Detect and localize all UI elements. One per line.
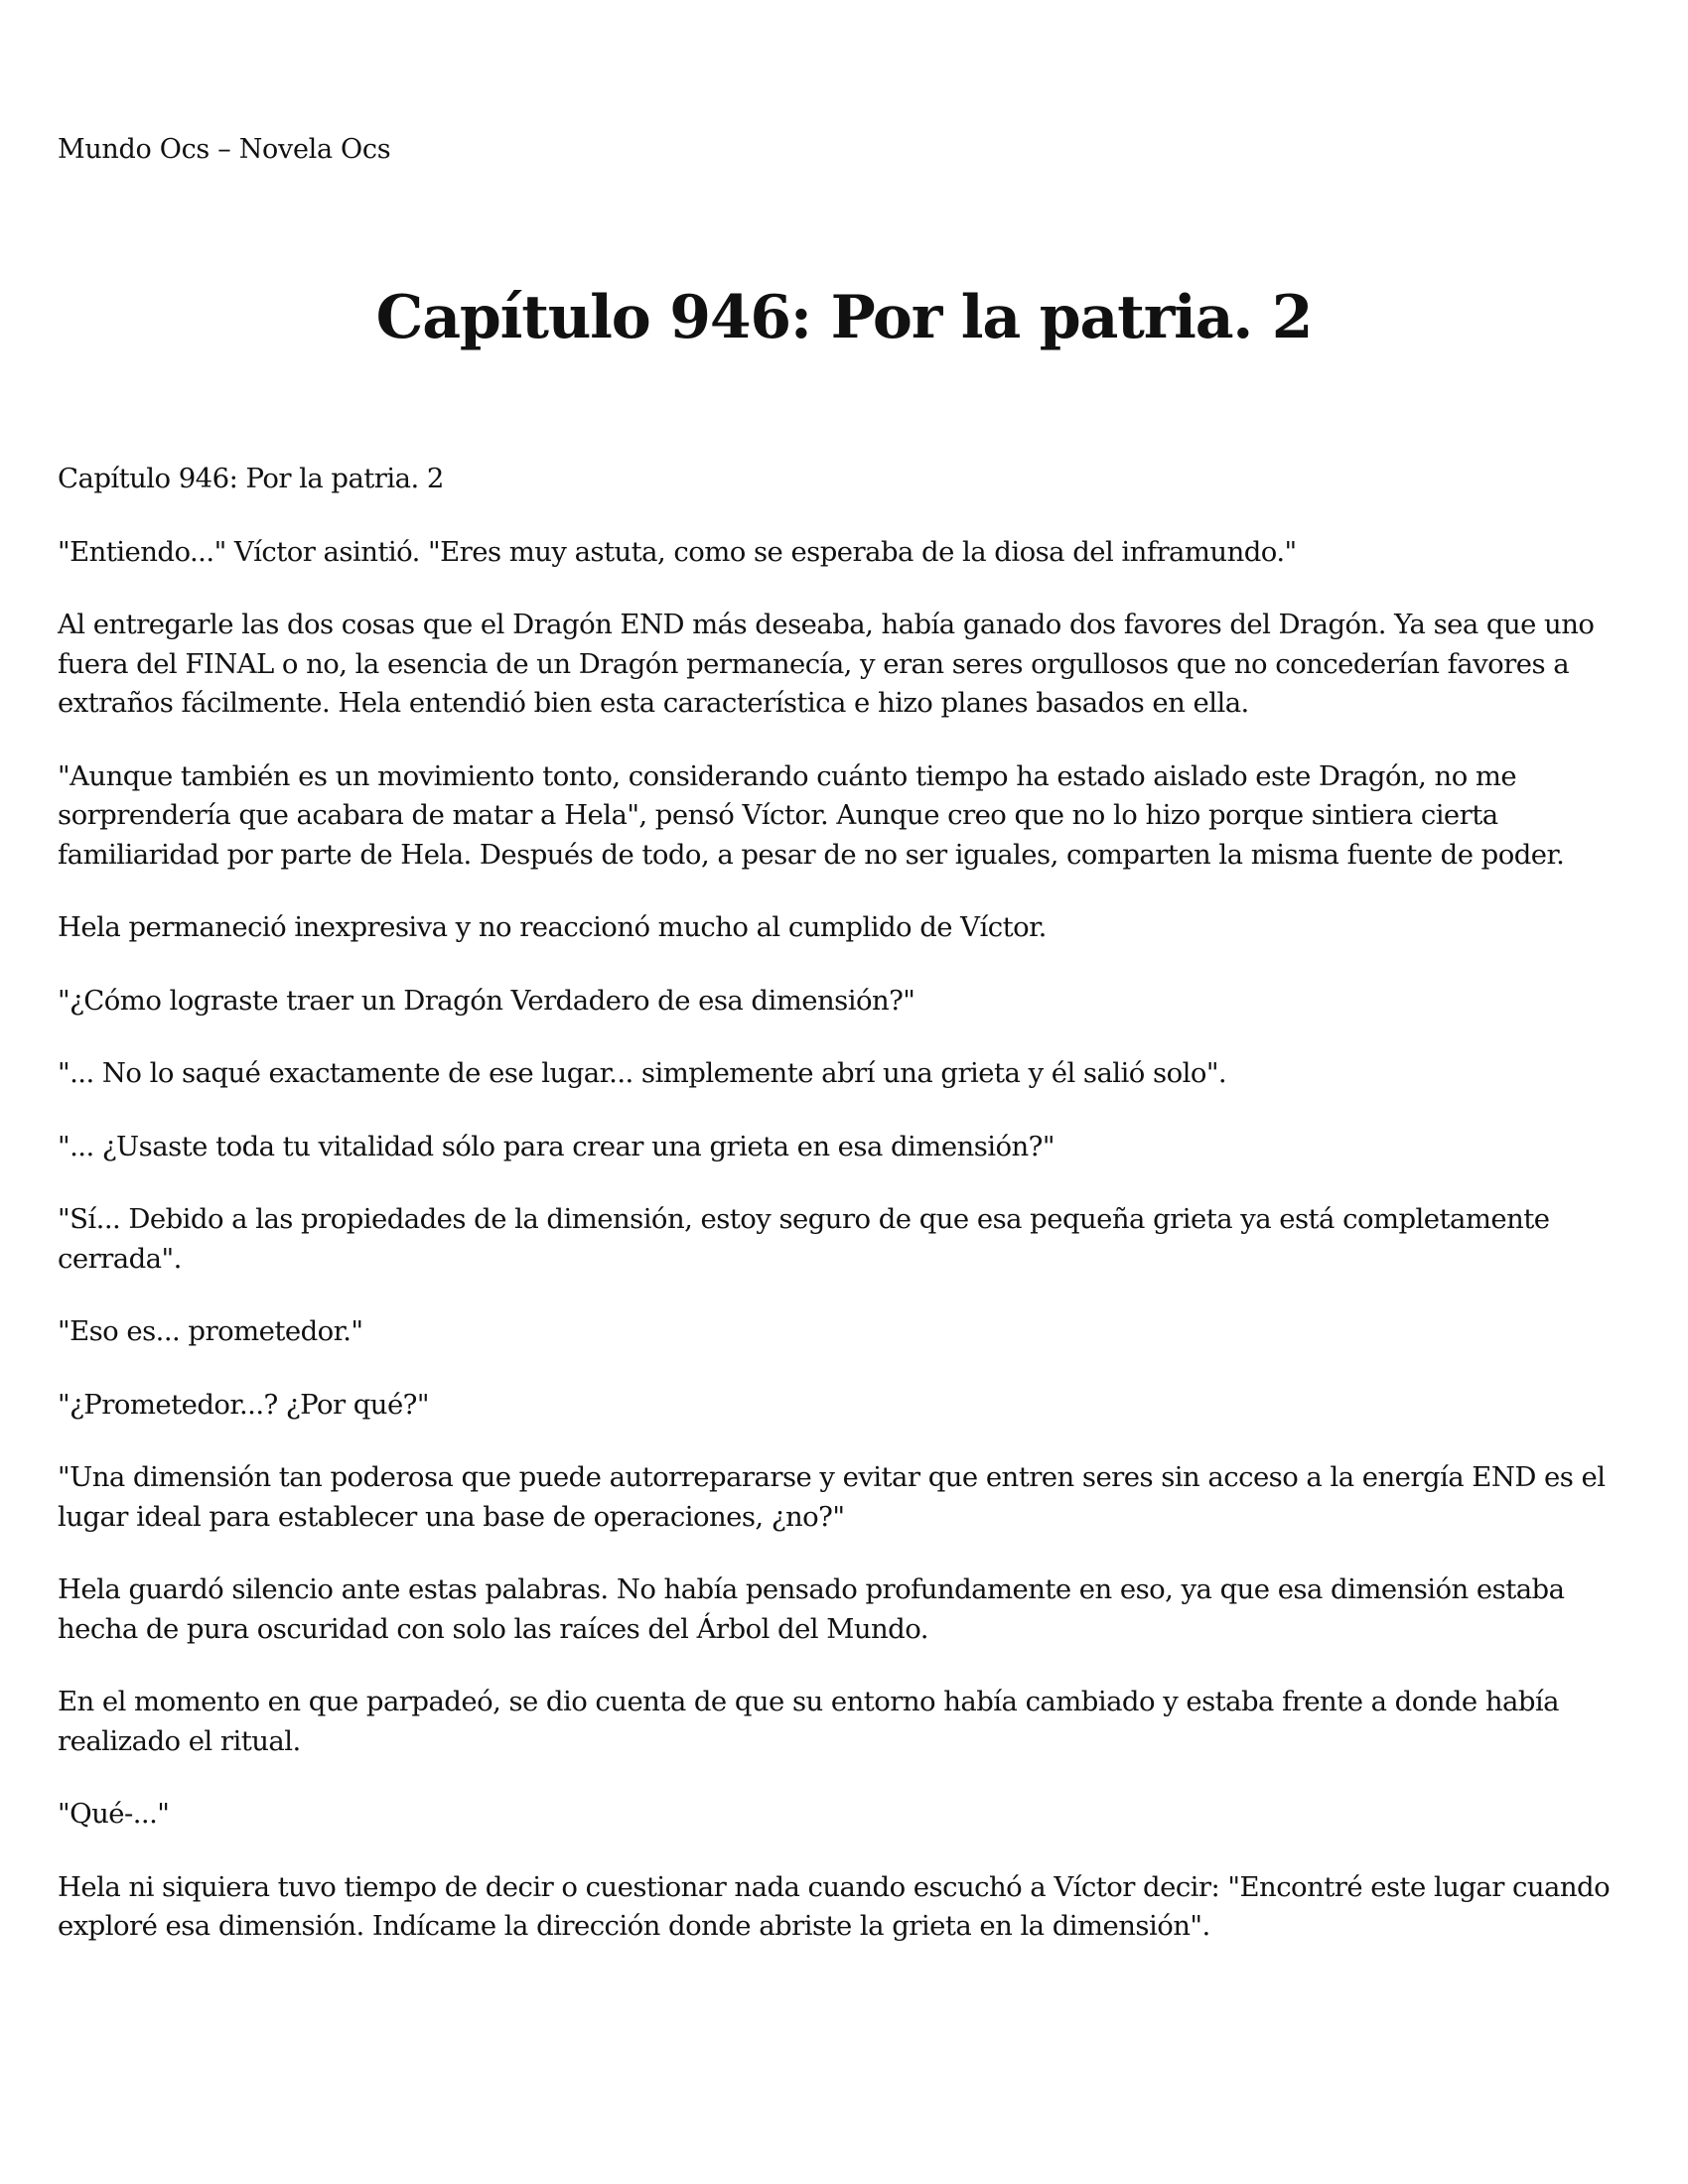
paragraph: "... No lo saqué exactamente de ese lugar... simplemente abrí una grieta y él salió solo". (58, 1057, 1227, 1089)
paragraph: "¿Prometedor...? ¿Por qué?" (58, 1388, 429, 1421)
paragraph: Hela ni siquiera tuvo tiempo de decir o cuestionar nada cuando escuchó a Víctor decir: "Encontré este lugar cuando exploré esa dimensión. Indícame la dirección donde abriste la grieta en la dimensión". (58, 1870, 1611, 1942)
paragraph: "¿Cómo lograste traer un Dragón Verdadero de esa dimensión?" (58, 984, 915, 1017)
paragraph: Al entregarle las dos cosas que el Dragón END más deseaba, había ganado dos favores del Dragón. Ya sea que uno fuera del FINAL o no, la esencia de un Dragón permanecía, y eran seres orgullosos que no concederían favores a extraños fácilmente. Hela entendió bien esta característica e hizo planes basados en ella. (58, 609, 1595, 719)
paragraph: "Qué-..." (58, 1798, 170, 1830)
paragraph: Hela guardó silencio ante estas palabras. No había pensado profundamente en eso, ya que esa dimensión estaba hecha de pura oscuridad con solo las raíces del Árbol del Mundo. (58, 1573, 1565, 1645)
paragraph: "Sí... Debido a las propiedades de la dimensión, estoy seguro de que esa pequeña grieta ya está completamente cerrada". (58, 1203, 1550, 1275)
paragraph: "Eso es... prometedor." (58, 1315, 363, 1347)
paragraph: Capítulo 946: Por la patria. 2 (58, 463, 444, 494)
paragraph: "Entiendo..." Víctor asintió. "Eres muy astuta, como se esperaba de la diosa del inframundo." (58, 535, 1297, 568)
paragraph: Hela permaneció inexpresiva y no reaccionó mucho al cumplido de Víctor. (58, 911, 1047, 943)
paragraph: "Aunque también es un movimiento tonto, considerando cuánto tiempo ha estado aislado este Dragón, no me sorprendería que acabara de matar a Hela", pensó Víctor. Aunque creo que no lo hizo porque sintiera cierta familiaridad por parte de Hela. Después de todo, a pesar de no ser iguales, comparten la misma fuente de poder. (58, 759, 1565, 871)
paragraph: En el momento en que parpadeó, se dio cuenta de que su entorno había cambiado y estaba frente a donde había realizado el ritual. (58, 1686, 1559, 1757)
chapter-body (58, 460, 1646, 1980)
running-header: Mundo Ocs – Novela Ocs (58, 134, 391, 165)
chapter-title: Capítulo 946: Por la patria. 2 (375, 283, 1313, 352)
paragraph: "Una dimensión tan poderosa que puede autorrepararse y evitar que entren seres sin acceso a la energía END es el lugar ideal para establecer una base de operaciones, ¿no?" (58, 1461, 1606, 1533)
paragraph: "... ¿Usaste toda tu vitalidad sólo para crear una grieta en esa dimensión?" (58, 1130, 1055, 1162)
